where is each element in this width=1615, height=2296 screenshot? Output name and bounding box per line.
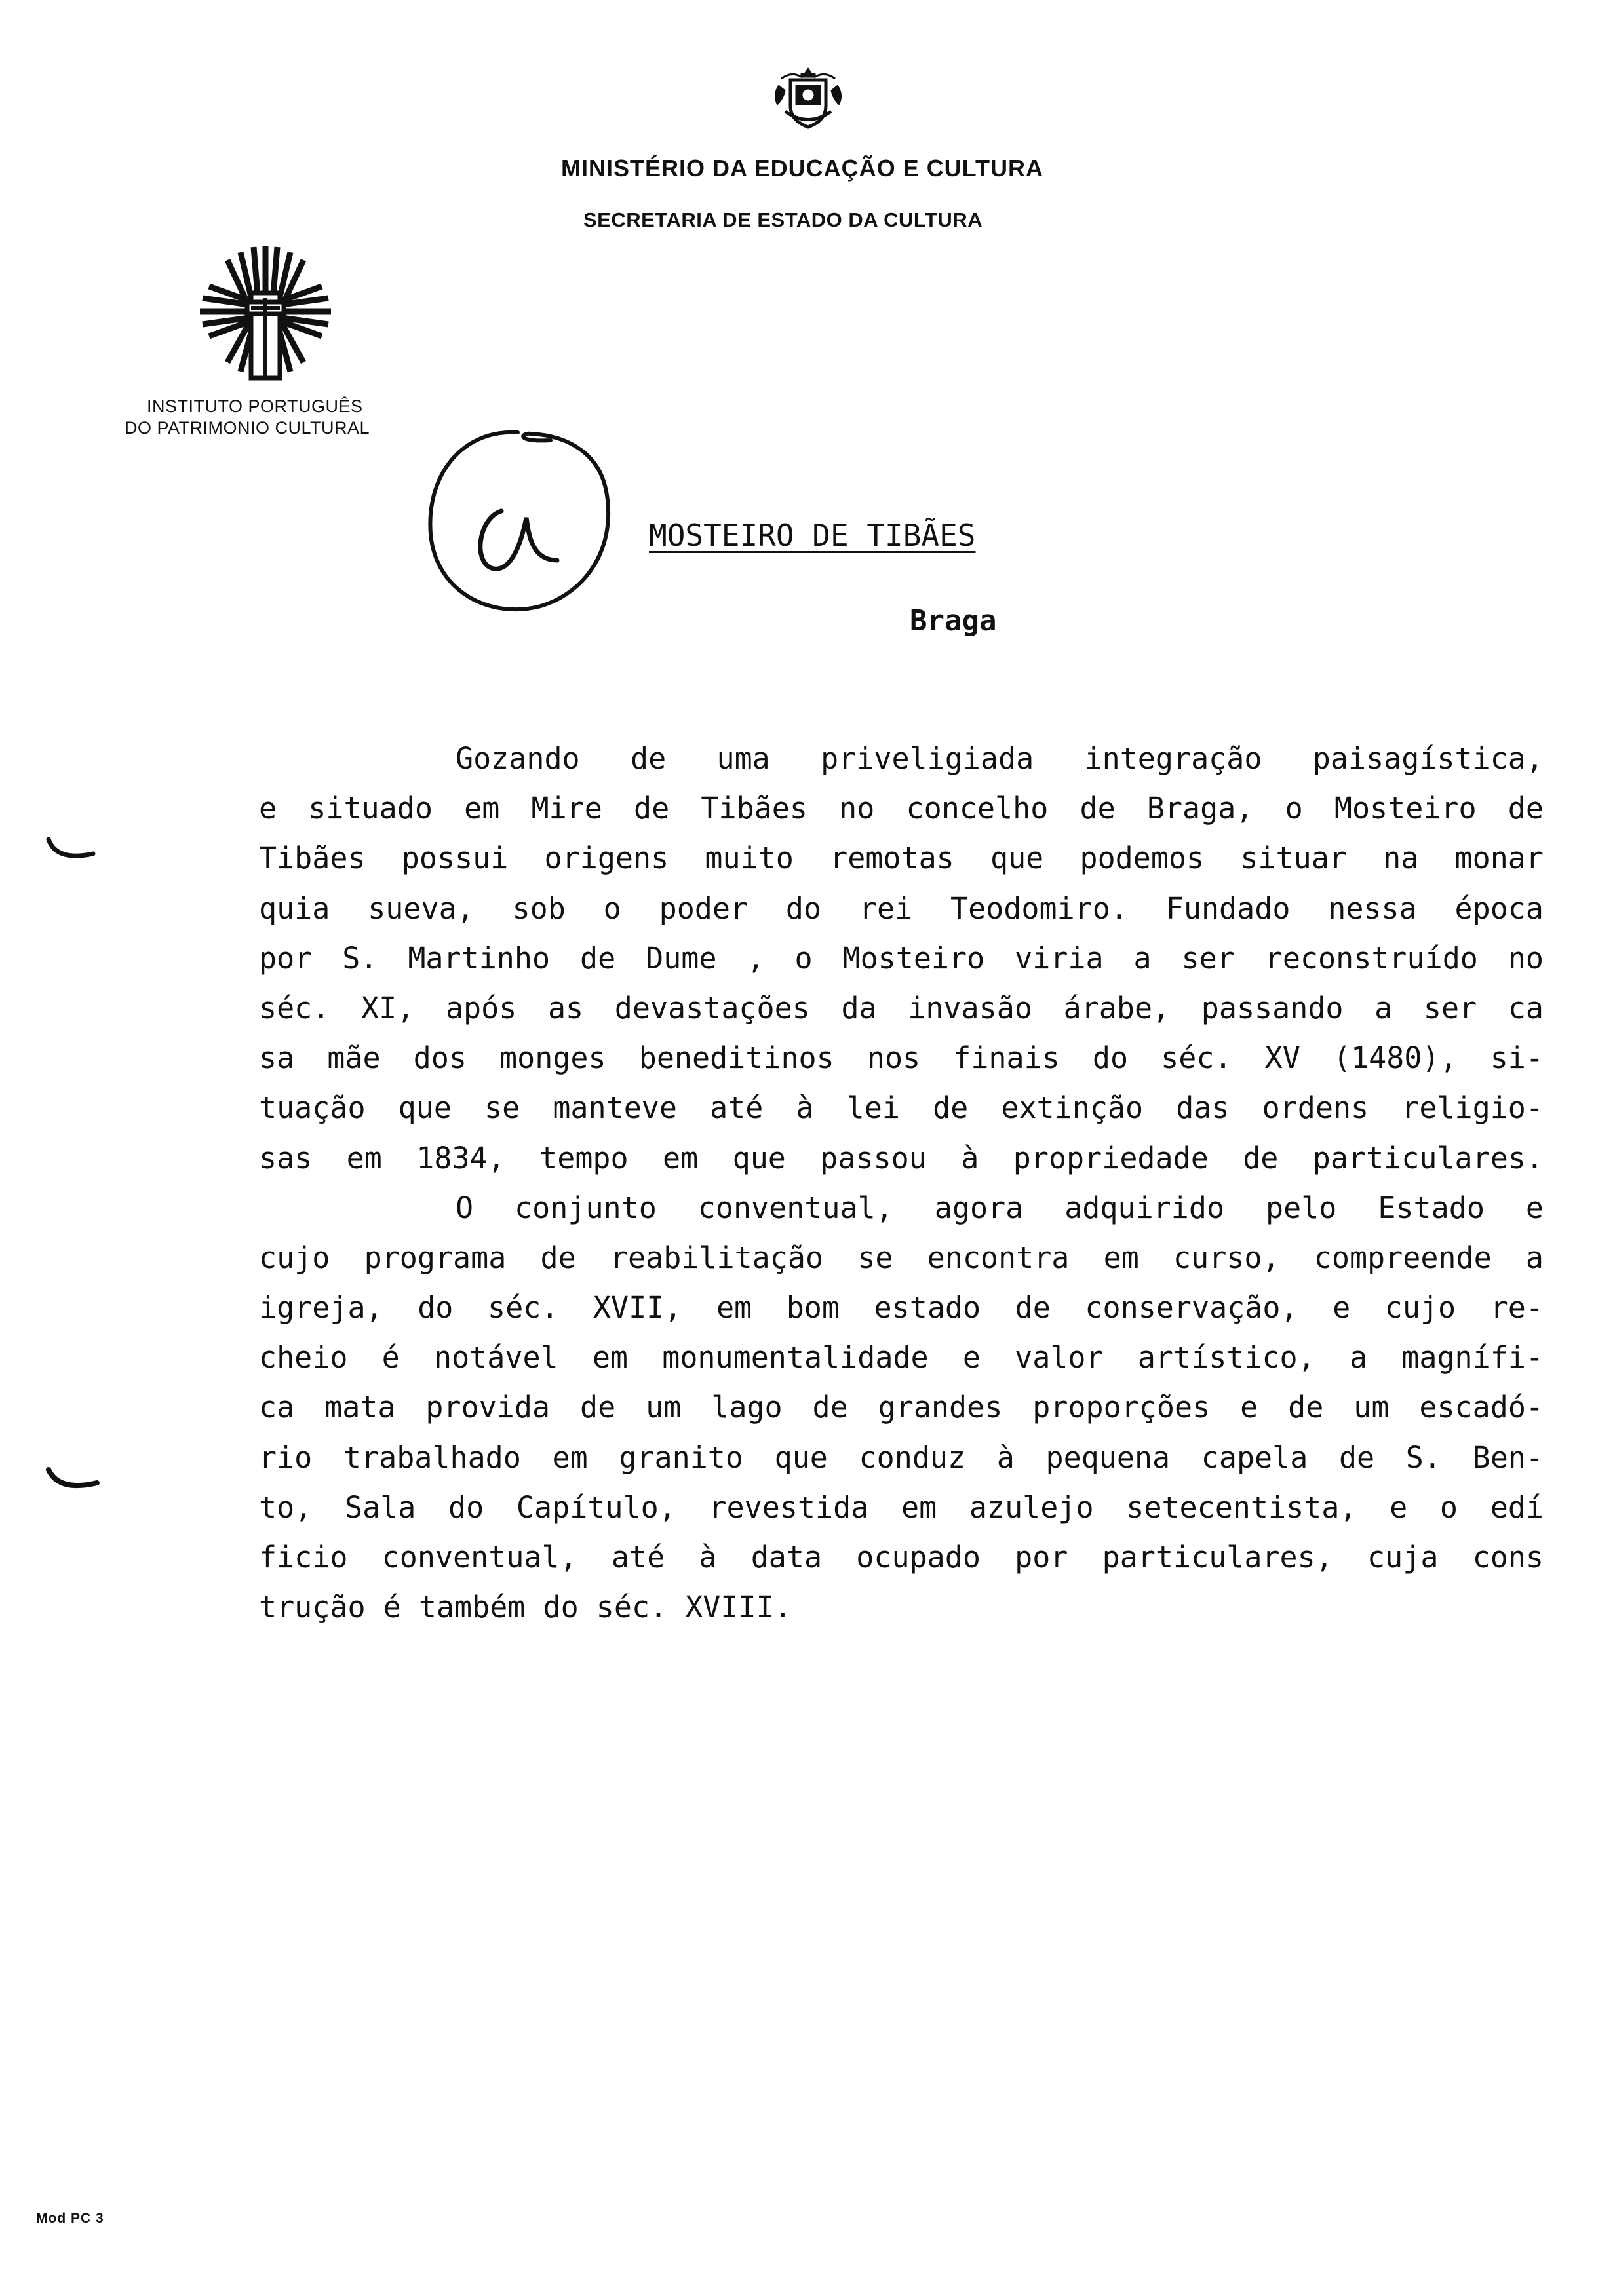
body-line: sas em 1834, tempo em que passou à propriedade de particulares.	[259, 1140, 1544, 1176]
body-line: cujo programa de reabilitação se encontra em curso, compreende a	[259, 1240, 1544, 1275]
institute-name-line2: DO PATRIMONIO CULTURAL	[125, 418, 370, 438]
body-line: tuação que se manteve até à lei de extinção das ordens religio-	[259, 1090, 1544, 1126]
form-code: Mod PC 3	[36, 2211, 104, 2226]
body-line: ca mata provida de um lago de grandes proporções e de um escadó-	[259, 1390, 1544, 1425]
ministry-header: MINISTÉRIO DA EDUCAÇÃO E CULTURA	[561, 155, 1043, 182]
body-line: igreja, do séc. XVII, em bom estado de conservação, e cujo re-	[259, 1290, 1544, 1326]
margin-mark-icon	[45, 1464, 100, 1497]
body-line: por S. Martinho de Dume , o Mosteiro viria a ser reconstruído no	[259, 940, 1544, 976]
body-line: séc. XI, após as devastações da invasão árabe, passando a ser ca	[259, 990, 1544, 1025]
institute-name-line1: INSTITUTO PORTUGUÊS	[147, 396, 363, 416]
body-line: O conjunto conventual, agora adquirido pelo Estado e	[456, 1190, 1544, 1225]
body-line: cheio é notável em monumentalidade e valor artístico, a magnífi-	[259, 1340, 1544, 1375]
body-line: e situado em Mire de Tibães no concelho de Braga, o Mosteiro de	[259, 791, 1544, 826]
secretaria-header: SECRETARIA DE ESTADO DA CULTURA	[583, 208, 983, 231]
body-line: ficio conventual, até à data ocupado por particulares, cuja cons	[259, 1540, 1544, 1575]
body-line: rio trabalhado em granito que conduz à pequena capela de S. Ben-	[259, 1440, 1544, 1475]
ippc-logo-icon	[193, 233, 338, 393]
body-line: Tibães possui origens muito remotas que podemos situar na monar	[259, 841, 1544, 876]
body-line: Gozando de uma priveligiada integração paisagística,	[456, 741, 1544, 776]
body-line: to, Sala do Capítulo, revestida em azulejo setecentista, e o edí	[259, 1489, 1544, 1525]
body-text	[259, 734, 1544, 1632]
body-line: quia sueva, sob o poder do rei Teodomiro. Fundado nessa época	[259, 890, 1544, 926]
coat-of-arms-icon	[766, 66, 851, 131]
body-line: sa mãe dos monges beneditinos nos finais do séc. XV (1480), si-	[259, 1041, 1544, 1076]
handwritten-circled-annotation	[416, 413, 626, 629]
document-title: MOSTEIRO DE TIBÃES	[649, 518, 976, 553]
body-line: trução é também do séc. XVIII.	[259, 1590, 792, 1625]
margin-mark-icon	[45, 835, 97, 868]
document-place: Braga	[910, 604, 997, 638]
